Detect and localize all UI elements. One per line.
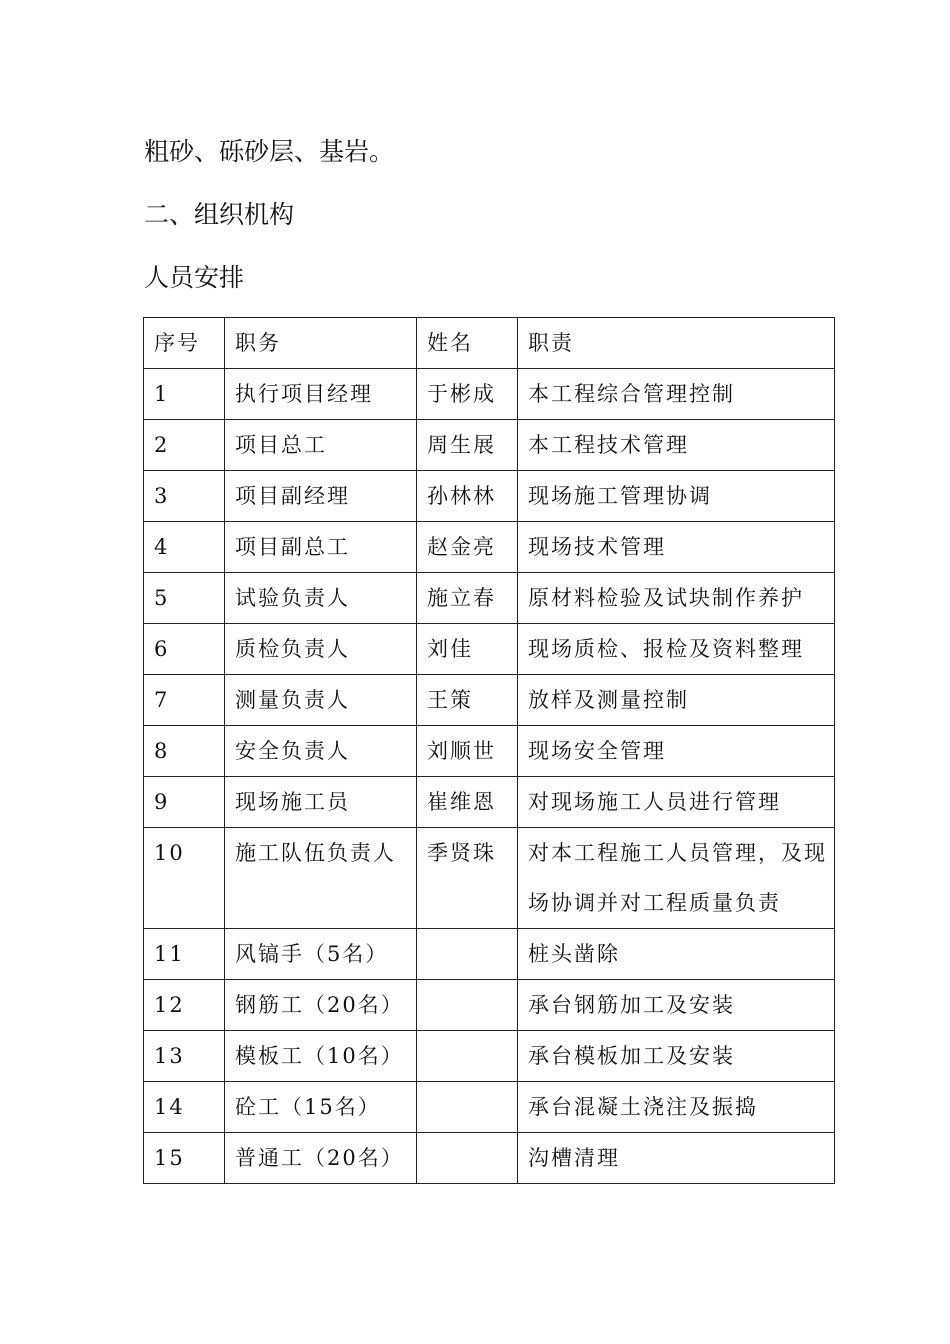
cell-duty: 桩头凿除 [518, 929, 835, 980]
cell-index: 4 [144, 522, 225, 573]
cell-position: 项目副总工 [225, 522, 417, 573]
cell-index: 11 [144, 929, 225, 980]
cell-name: 于彬成 [417, 369, 518, 420]
cell-name: 施立春 [417, 573, 518, 624]
cell-position: 质检负责人 [225, 624, 417, 675]
cell-name [417, 1031, 518, 1082]
cell-index: 15 [144, 1133, 225, 1184]
cell-duty: 沟槽清理 [518, 1133, 835, 1184]
cell-position: 项目副经理 [225, 471, 417, 522]
cell-position: 施工队伍负责人 [225, 828, 417, 929]
table-row [144, 624, 835, 675]
cell-duty: 承台混凝土浇注及振捣 [518, 1082, 835, 1133]
cell-duty: 承台模板加工及安装 [518, 1031, 835, 1082]
cell-name: 刘佳 [417, 624, 518, 675]
table-row [144, 1133, 835, 1184]
cell-name: 刘顺世 [417, 726, 518, 777]
cell-index: 9 [144, 777, 225, 828]
table-row [144, 675, 835, 726]
cell-duty: 承台钢筋加工及安装 [518, 980, 835, 1031]
table-header-row [144, 318, 835, 369]
table-row [144, 828, 835, 929]
cell-index: 12 [144, 980, 225, 1031]
cell-index: 13 [144, 1031, 225, 1082]
cell-position: 普通工（20名） [225, 1133, 417, 1184]
cell-duty: 原材料检验及试块制作养护 [518, 573, 835, 624]
table-row [144, 1031, 835, 1082]
table-row [144, 522, 835, 573]
cell-index: 2 [144, 420, 225, 471]
table-row [144, 420, 835, 471]
cell-name: 季贤珠 [417, 828, 518, 929]
cell-index: 7 [144, 675, 225, 726]
table-row [144, 369, 835, 420]
cell-duty: 对本工程施工人员管理，及现场协调并对工程质量负责 [518, 828, 835, 929]
cell-position: 钢筋工（20名） [225, 980, 417, 1031]
body-text-line: 粗砂、砾砂层、基岩。 [144, 137, 395, 166]
header-cell-name: 姓名 [417, 318, 518, 369]
subsection-heading: 人员安排 [144, 263, 245, 292]
cell-name: 王策 [417, 675, 518, 726]
cell-name: 周生展 [417, 420, 518, 471]
cell-position: 测量负责人 [225, 675, 417, 726]
header-cell-index: 序号 [144, 318, 225, 369]
cell-duty: 现场质检、报检及资料整理 [518, 624, 835, 675]
header-cell-duty: 职责 [518, 318, 835, 369]
table-row [144, 980, 835, 1031]
cell-index: 5 [144, 573, 225, 624]
cell-duty: 本工程综合管理控制 [518, 369, 835, 420]
cell-name: 孙林林 [417, 471, 518, 522]
cell-duty: 本工程技术管理 [518, 420, 835, 471]
cell-duty: 现场施工管理协调 [518, 471, 835, 522]
cell-index: 8 [144, 726, 225, 777]
header-cell-position: 职务 [225, 318, 417, 369]
table-row [144, 726, 835, 777]
cell-name: 崔维恩 [417, 777, 518, 828]
table-row [144, 929, 835, 980]
cell-index: 1 [144, 369, 225, 420]
cell-index: 3 [144, 471, 225, 522]
cell-name [417, 980, 518, 1031]
cell-position: 项目总工 [225, 420, 417, 471]
staff-table [143, 317, 835, 1184]
table-row [144, 573, 835, 624]
table-row [144, 777, 835, 828]
cell-position: 安全负责人 [225, 726, 417, 777]
cell-index: 14 [144, 1082, 225, 1133]
cell-duty: 现场安全管理 [518, 726, 835, 777]
cell-name [417, 1082, 518, 1133]
cell-position: 砼工（15名） [225, 1082, 417, 1133]
cell-position: 试验负责人 [225, 573, 417, 624]
cell-name [417, 929, 518, 980]
section-heading: 二、组织机构 [144, 200, 295, 229]
cell-position: 现场施工员 [225, 777, 417, 828]
cell-duty: 现场技术管理 [518, 522, 835, 573]
cell-name: 赵金亮 [417, 522, 518, 573]
cell-duty: 对现场施工人员进行管理 [518, 777, 835, 828]
cell-name [417, 1133, 518, 1184]
table-row [144, 1082, 835, 1133]
table-row [144, 471, 835, 522]
cell-duty: 放样及测量控制 [518, 675, 835, 726]
cell-index: 10 [144, 828, 225, 929]
cell-position: 风镐手（5名） [225, 929, 417, 980]
cell-position: 执行项目经理 [225, 369, 417, 420]
staff-table-body [144, 318, 835, 1184]
cell-position: 模板工（10名） [225, 1031, 417, 1082]
cell-index: 6 [144, 624, 225, 675]
